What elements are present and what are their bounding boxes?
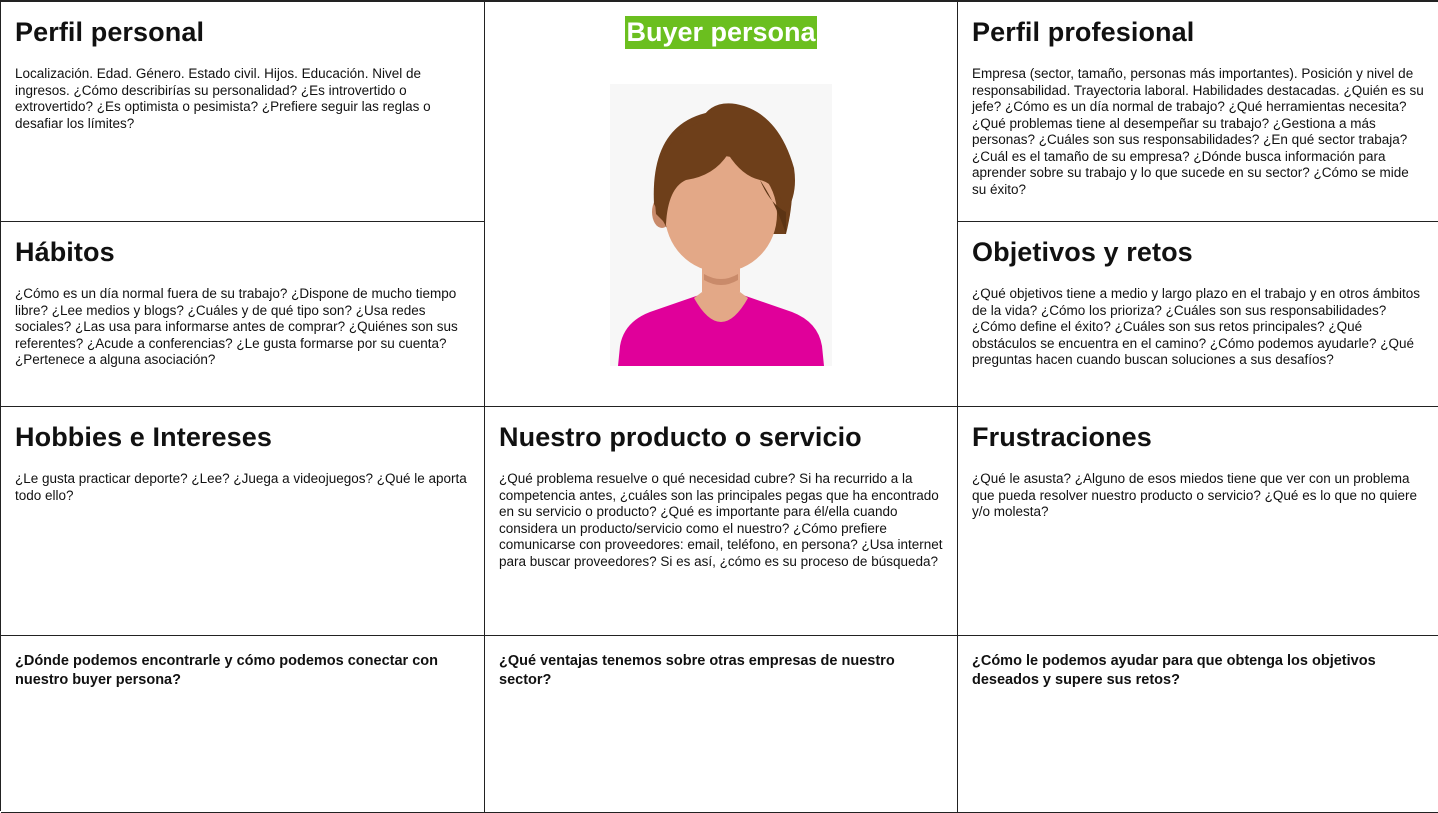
woman-avatar-icon: [610, 84, 832, 366]
habits-card: [1, 222, 485, 407]
goals-title: Objetivos y retos: [972, 237, 1193, 267]
help-question-text: ¿Cómo le podemos ayudar para que obtenga los objetivos deseados y supere sus retos?: [972, 653, 1376, 688]
advantages-question-card: [485, 636, 958, 813]
connect-question-card: [1, 636, 485, 813]
personal-profile-card: [1, 2, 485, 222]
hobbies-title: Hobbies e Intereses: [15, 422, 273, 452]
frustrations-text: ¿Qué le asusta? ¿Alguno de esos miedos tiene que ver con un problema que pueda resolver nuestro producto o servicio? ¿Qué es lo que no quiere y/o molesta?: [972, 471, 1418, 519]
goals-text: ¿Qué objetivos tiene a medio y largo plazo en el trabajo y en otros ámbitos de la vida? ¿Cómo los prioriza? ¿Cuáles son sus responsabilidades? ¿Cómo define el éxito? ¿Cuáles son sus retos principales? ¿Qué obstáculos se encuentra en el camino? ¿Cómo podemos ayudarle? ¿Qué preguntas hacen cuando buscan soluciones a sus desafíos?: [972, 286, 1420, 367]
goals-card: [958, 222, 1438, 407]
advantages-question-text: ¿Qué ventajas tenemos sobre otras empresas de nuestro sector?: [499, 653, 895, 688]
professional-profile-text: Empresa (sector, tamaño, personas más importantes). Posición y nivel de responsabilidad. Trayectoria laboral. Habilidades destacadas. ¿Quién es su jefe? ¿Cómo es un día normal de trabajo? ¿Qué herramientas necesita? ¿Qué problemas tiene al desempeñar su trabajo? ¿Gestiona a más personas? ¿Cuáles son sus responsabilidades? ¿En qué sector trabaja? ¿Cuál es el tamaño de su empresa? ¿Dónde busca información para aprender sobre su trabajo y lo que sucede en su sector? ¿Cómo se mide su éxito?: [972, 66, 1424, 197]
habits-title: Hábitos: [15, 237, 115, 267]
product-text: ¿Qué problema resuelve o qué necesidad cubre? Si ha recurrido a la competencia antes, ¿cuáles son las principales pegas que ha encontrado en su servicio o producto? ¿Qué es importante para él/ella cuando considera un producto/servicio como el nuestro? ¿Cómo prefiere comunicarse con proveedores: email, teléfono, en persona? ¿Usa internet para buscar proveedores? Si es así, ¿cómo es su proceso de búsqueda?: [499, 471, 943, 569]
hobbies-card: [1, 407, 485, 636]
page-title: Buyer persona: [626, 17, 816, 47]
product-title: Nuestro producto o servicio: [499, 422, 862, 452]
personal-profile-text: Localización. Edad. Género. Estado civil. Hijos. Educación. Nivel de ingresos. ¿Cómo describirías su personalidad? ¿Es introvertido o extrovertido? ¿Es optimista o pesimista? ¿Prefiere seguir las reglas o desafiar los límites?: [15, 66, 431, 131]
product-card: [485, 407, 958, 636]
hobbies-text: ¿Le gusta practicar deporte? ¿Lee? ¿Juega a videojuegos? ¿Qué le aporta todo ello?: [15, 471, 467, 503]
personal-profile-title: Perfil personal: [15, 17, 205, 47]
professional-profile-title: Perfil profesional: [972, 17, 1195, 47]
frustrations-title: Frustraciones: [972, 422, 1152, 452]
connect-question-text: ¿Dónde podemos encontrarle y cómo podemos conectar con nuestro buyer persona?: [15, 653, 438, 688]
help-question-card: [958, 636, 1438, 813]
habits-text: ¿Cómo es un día normal fuera de su trabajo? ¿Dispone de mucho tiempo libre? ¿Lee medios y blogs? ¿Cuáles y de qué tipo son? ¿Usa redes sociales? ¿Las usa para informarse antes de comprar? ¿Quiénes son sus referentes? ¿Acude a conferencias? ¿Le gusta formarse por su cuenta? ¿Pertenece a alguna asociación?: [15, 286, 458, 367]
frustrations-card: [958, 407, 1438, 636]
persona-header: [485, 2, 958, 407]
professional-profile-card: [958, 2, 1438, 222]
